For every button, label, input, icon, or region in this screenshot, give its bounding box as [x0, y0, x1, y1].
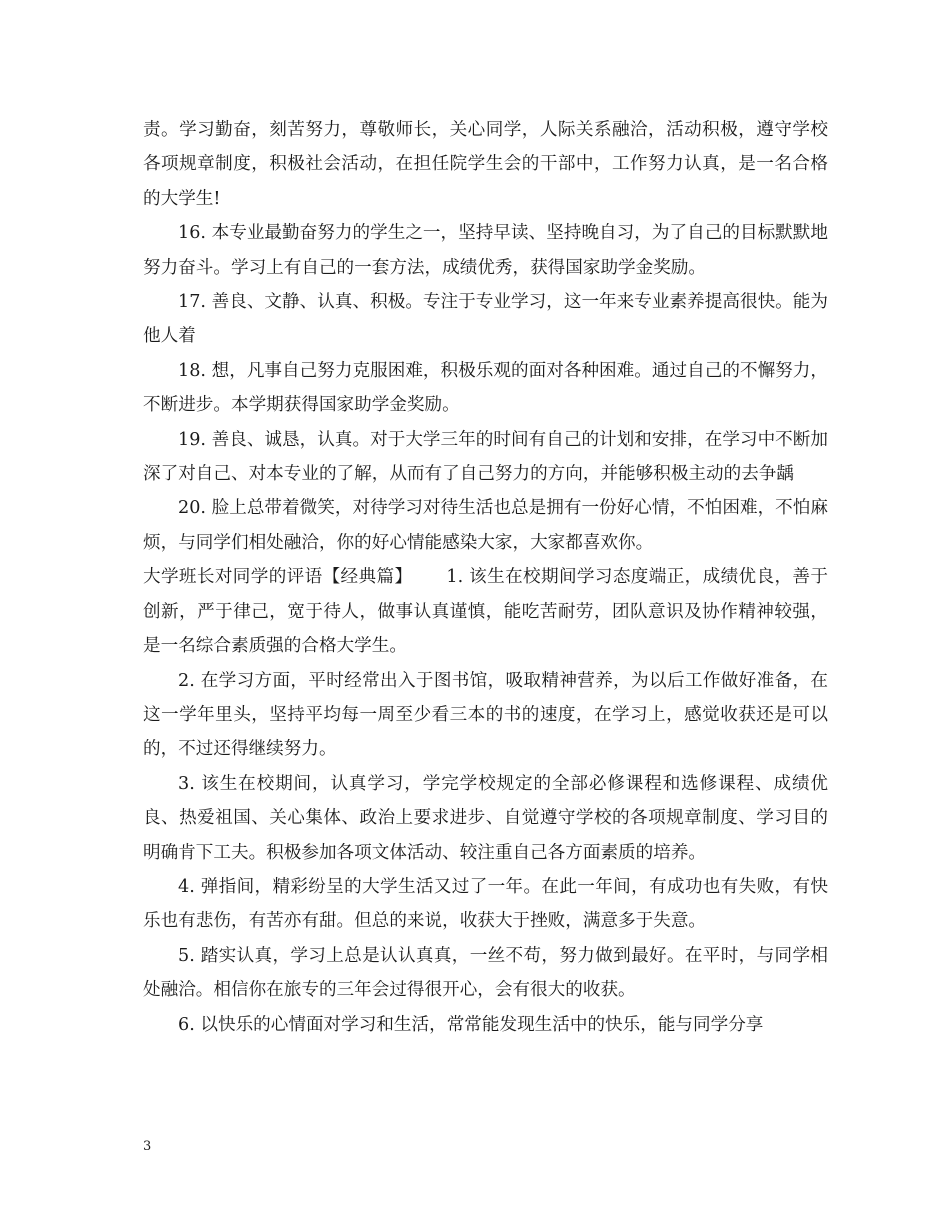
section-heading: 大学班长对同学的评语【经典篇】 — [143, 567, 413, 588]
paragraph: 20. 脸上总带着微笑，对待学习对待生活也总是拥有一份好心情，不怕困难，不怕麻烦，与同学们相处融洽，你的好心情能感染大家，大家都喜欢你。 — [143, 498, 828, 553]
paragraph: 5. 踏实认真，学习上总是认认真真，一丝不苟，努力做到最好。在平时，与同学相处融洽。相信你在旅专的三年会过得很开心，会有很大的收获。 — [143, 945, 828, 1001]
paragraph: 17. 善良、文静、认真、积极。专注于专业学习，这一年来专业素养提高很快。能为他人着 — [143, 292, 828, 347]
paragraph: 19. 善良、诚恳，认真。对于大学三年的时间有自己的计划和安排，在学习中不断加深了对自己、对本专业的了解，从而有了自己努力的方向，并能够积极主动的去争龋 — [143, 429, 828, 485]
paragraph: 3. 该生在校期间，认真学习，学完学校规定的全部必修课程和选修课程、成绩优良、热爱祖国、关心集体、政治上要求进步、自觉遵守学校的各项规章制度、学习目的明确肯下工夫。积极参加各项文体活动、较注重自己各方面素质的培养。 — [143, 773, 828, 863]
paragraph: 6. 以快乐的心情面对学习和生活，常常能发现生活中的快乐，能与同学分享 — [178, 1014, 764, 1035]
page-number: 3 — [143, 1139, 152, 1154]
paragraph: 4. 弹指间，精彩纷呈的大学生活又过了一年。在此一年间，有成功也有失败，有快乐也有悲伤，有苦亦有甜。但总的来说，收获大于挫败，满意多于失意。 — [143, 876, 828, 932]
section-first-item: 1. 该生在校期间学习态度端正，成绩优良，善于创新，严于律己，宽于待人，做事认真谨慎，能吃苦耐劳，团队意识及协作精神较强，是一名综合素质强的合格大学生。 — [143, 567, 828, 657]
document-body — [143, 113, 828, 1042]
paragraph: 16. 本专业最勤奋努力的学生之一，坚持早读、坚持晚自习，为了自己的目标默默地努力奋斗。学习上有自己的一套方法，成绩优秀，获得国家助学金奖励。 — [143, 223, 828, 278]
paragraph: 责。学习勤奋，刻苦努力，尊敬师长，关心同学，人际关系融洽，活动积极，遵守学校各项规章制度，积极社会活动，在担任院学生会的干部中，工作努力认真，是一名合格的大学生! — [143, 120, 828, 209]
paragraph: 18. 想，凡事自己努力克服困难，积极乐观的面对各种困难。通过自己的不懈努力，不断进步。本学期获得国家助学金奖励。 — [143, 360, 828, 416]
paragraph: 2. 在学习方面，平时经常出入于图书馆，吸取精神营养，为以后工作做好准备，在这一学年里头，坚持平均每一周至少看三本的书的速度，在学习上，感觉收获还是可以的，不过还得继续努力。 — [143, 670, 828, 760]
section-heading-line — [143, 560, 828, 663]
